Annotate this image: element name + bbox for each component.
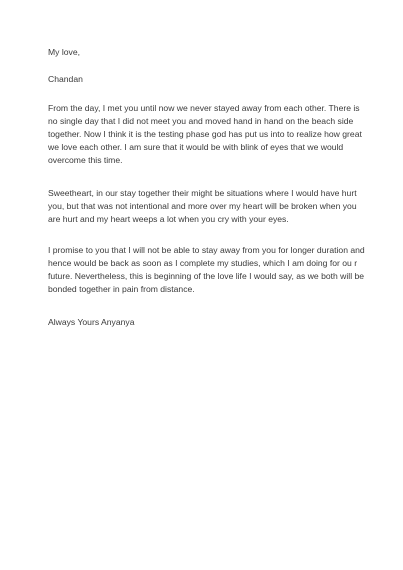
paragraph-3: [48, 244, 378, 296]
recipient-name: Chandan: [48, 74, 83, 84]
paragraph-line: no single day that I did not meet you and moved hand in hand on the beach side: [48, 116, 354, 126]
paragraph-line: you, but that was not intentional and more over my heart will be broken when you: [48, 201, 357, 211]
paragraph-2: [48, 187, 378, 226]
paragraph-line: overcome this time.: [48, 155, 123, 165]
paragraph-line: From the day, I met you until now we never stayed away from each other. There is: [48, 103, 360, 113]
paragraph-line: we love each other. I am sure that it would be with blink of eyes that we would: [48, 142, 344, 152]
paragraph-1: [48, 102, 378, 167]
paragraph-line: hence would be back as soon as I complete my studies, which I am doing for ou r: [48, 258, 358, 268]
salutation: My love,: [48, 47, 80, 57]
paragraph-line: are hurt and my heart weeps a lot when you cry with your eyes.: [48, 214, 289, 224]
paragraph-line: Sweetheart, in our stay together their might be situations where I would have hurt: [48, 188, 357, 198]
paragraph-line: bonded together in pain from distance.: [48, 284, 195, 294]
paragraph-line: together. Now I think it is the testing phase god has put us into to realize how great: [48, 129, 362, 139]
closing-signature: Always Yours Anyanya: [48, 317, 135, 327]
paragraph-line: future. Nevertheless, this is beginning of the love life I would say, as we both will be: [48, 271, 365, 281]
paragraph-line: I promise to you that I will not be able to stay away from you for longer duration and: [48, 245, 365, 255]
